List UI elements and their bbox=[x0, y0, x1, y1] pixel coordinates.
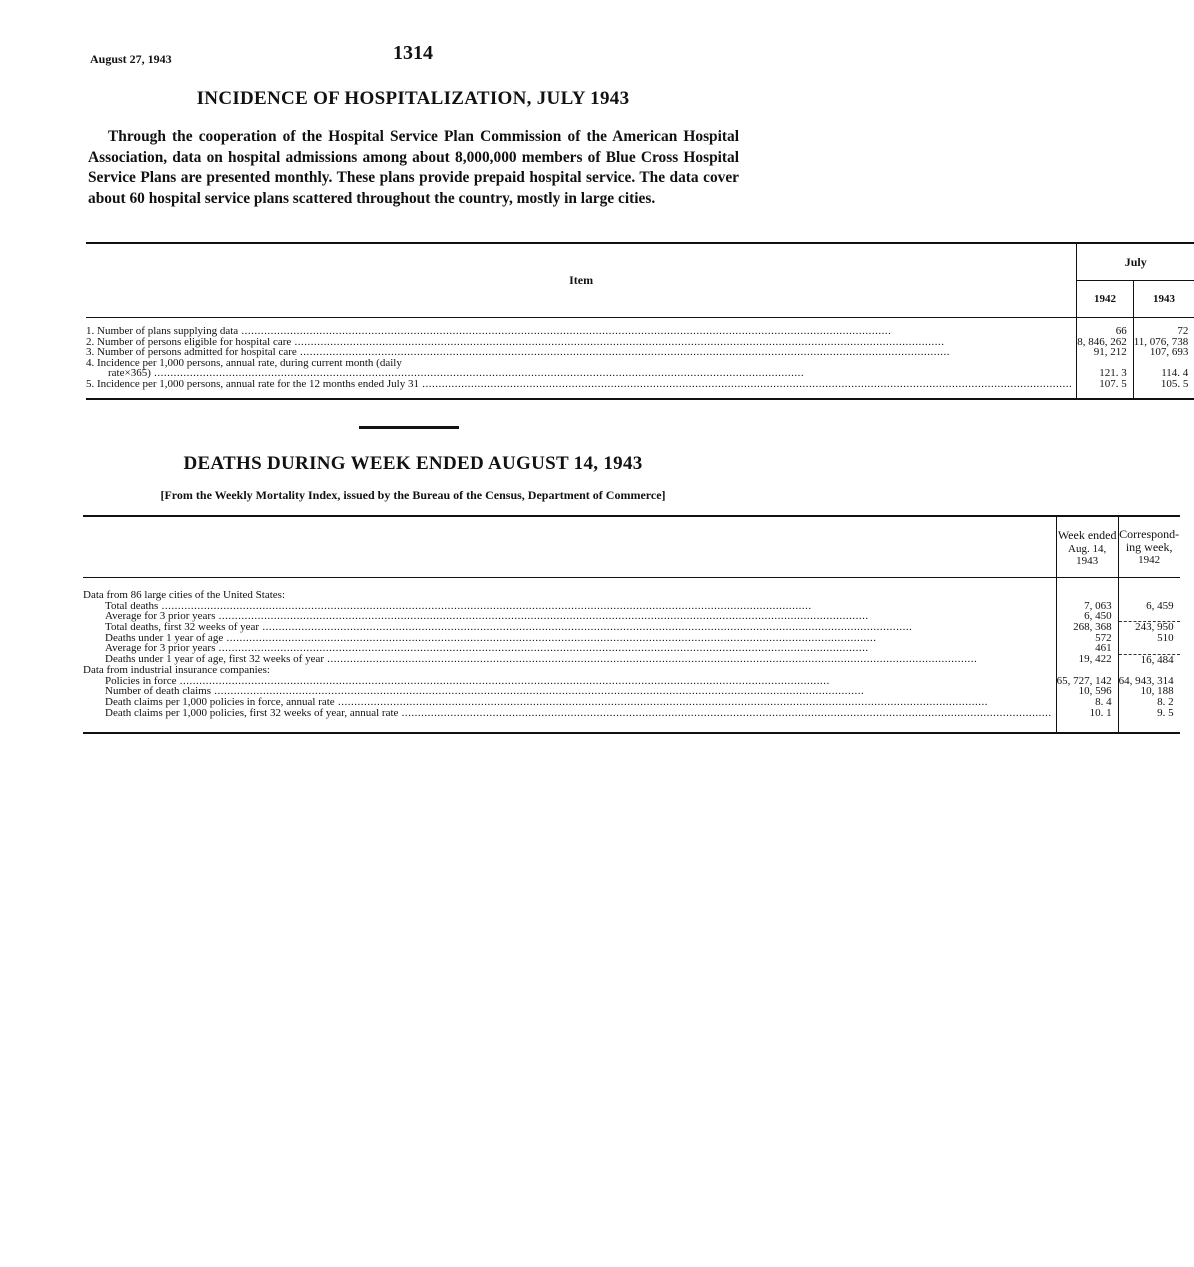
value-1943: 72 bbox=[1133, 326, 1194, 337]
item-column-header: Item bbox=[86, 243, 1077, 318]
row-label: Average for 3 prior years ..... bbox=[83, 611, 1056, 622]
table-row bbox=[86, 379, 1194, 390]
group-heading-row bbox=[83, 590, 1180, 601]
value-prior: 9. 5 bbox=[1118, 708, 1180, 719]
col-1942-header: 1942 bbox=[1077, 281, 1134, 318]
row-label: Deaths under 1 year of age, first 32 weeks of year ..... bbox=[83, 654, 1056, 665]
row-label: 2. Number of persons eligible for hospital care ..... bbox=[86, 337, 1077, 348]
value-prior: 6, 459 bbox=[1118, 601, 1180, 612]
row-label-continued: rate×365) ..... bbox=[86, 368, 1077, 379]
header-date: August 27, 1943 bbox=[90, 52, 172, 66]
col-1943-header: 1943 bbox=[1133, 281, 1194, 318]
item-column-header bbox=[83, 516, 1056, 578]
value-1942: 66 bbox=[1077, 326, 1134, 337]
row-label: Death claims per 1,000 policies, first 32 weeks of year, annual rate ..... bbox=[83, 708, 1056, 719]
value-prior: 16, 484 bbox=[1118, 654, 1180, 665]
section1-title: INCIDENCE OF HOSPITALIZATION, JULY 1943 bbox=[196, 88, 630, 109]
group-heading: Data from 86 large cities of the United States: bbox=[83, 589, 286, 601]
row-label: Deaths under 1 year of age ..... bbox=[83, 633, 1056, 644]
row-label: Policies in force ..... bbox=[83, 676, 1056, 687]
value-1942: 8, 846, 262 bbox=[1077, 337, 1134, 348]
page-number: 1314 bbox=[393, 42, 433, 64]
value-1942: 121. 3 bbox=[1077, 368, 1134, 379]
value-prior bbox=[1118, 643, 1180, 654]
row-label: Death claims per 1,000 policies in force, annual rate ..... bbox=[83, 697, 1056, 708]
section2-subtitle: [From the Weekly Mortality Index, issued by the Bureau of the Census, Department of Commerce] bbox=[160, 488, 666, 502]
value-prior: 243, 950 bbox=[1118, 622, 1180, 633]
value-1943: 11, 076, 738 bbox=[1133, 337, 1194, 348]
value-prior: 10, 188 bbox=[1118, 686, 1180, 697]
section-divider bbox=[359, 426, 459, 429]
value-week: 8. 4 bbox=[1056, 697, 1118, 708]
row-label: Total deaths, first 32 weeks of year ..... bbox=[83, 622, 1056, 633]
value-prior: 510 bbox=[1118, 633, 1180, 644]
row-label: 1. Number of plans supplying data ..... bbox=[86, 326, 1077, 337]
value-week: 10, 596 bbox=[1056, 686, 1118, 697]
table-row bbox=[83, 708, 1180, 719]
value-week: 19, 422 bbox=[1056, 654, 1118, 665]
hospitalization-table bbox=[86, 242, 1194, 400]
value-1943: 107, 693 bbox=[1133, 347, 1194, 358]
value-week: 461 bbox=[1056, 643, 1118, 654]
value-1943: 114. 4 bbox=[1133, 368, 1194, 379]
section1-intro: Through the cooperation of the Hospital Service Plan Commission of the American Hospital Association, data on hospital admissions among about 8,000,000 members of Blue Cross Hospital Service Plans are presented monthly. These plans provide prepaid hospital service. The data cover about 60 hospital service plans scattered throughout the country, mostly in large cities. bbox=[88, 128, 739, 207]
value-1942: 107. 5 bbox=[1077, 379, 1134, 390]
row-label: 5. Incidence per 1,000 persons, annual rate for the 12 months ended July 31 ..... bbox=[86, 379, 1077, 390]
value-week: 65, 727, 142 bbox=[1056, 676, 1118, 687]
value-prior: 8. 2 bbox=[1118, 697, 1180, 708]
row-label: Number of death claims ..... bbox=[83, 686, 1056, 697]
value-prior bbox=[1118, 611, 1180, 622]
week-column-header: Week ended Aug. 14, 1943 bbox=[1056, 516, 1118, 578]
row-label: 3. Number of persons admitted for hospital care ..... bbox=[86, 347, 1077, 358]
value-week: 7, 063 bbox=[1056, 601, 1118, 612]
row-label: 4. Incidence per 1,000 persons, annual rate, during current month (daily bbox=[86, 356, 402, 369]
value-week: 6, 450 bbox=[1056, 611, 1118, 622]
value-1943: 105. 5 bbox=[1133, 379, 1194, 390]
deaths-table bbox=[83, 515, 1180, 734]
july-column-header: July bbox=[1077, 243, 1194, 281]
row-label: Average for 3 prior years ..... bbox=[83, 643, 1056, 654]
value-week: 572 bbox=[1056, 633, 1118, 644]
value-prior: 64, 943, 314 bbox=[1118, 676, 1180, 687]
section2-title: DEATHS DURING WEEK ENDED AUGUST 14, 1943 bbox=[183, 453, 643, 474]
value-week: 268, 368 bbox=[1056, 622, 1118, 633]
value-1942: 91, 212 bbox=[1077, 347, 1134, 358]
group-heading: Data from industrial insurance companies: bbox=[83, 664, 270, 677]
value-week: 10. 1 bbox=[1056, 708, 1118, 719]
corresponding-week-column-header: Correspond- ing week, 1942 bbox=[1118, 516, 1180, 578]
row-label: Total deaths ..... bbox=[83, 601, 1056, 612]
